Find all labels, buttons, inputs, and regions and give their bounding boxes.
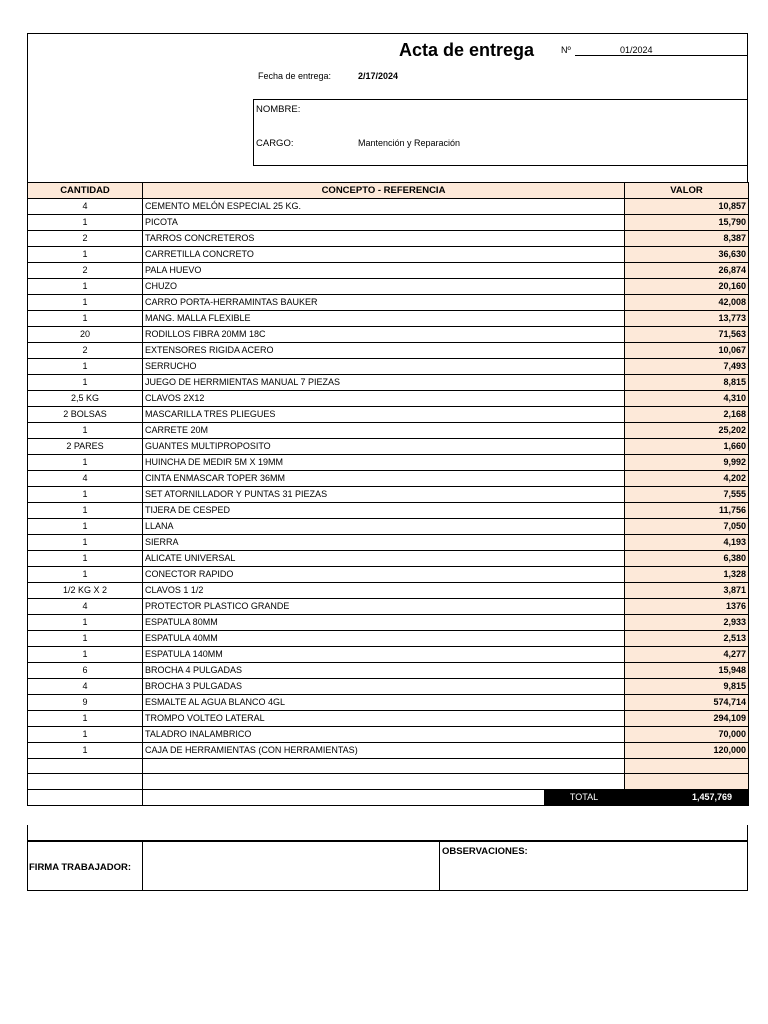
quantity-cell: 1 (28, 727, 143, 743)
quantity-cell: 1 (28, 487, 143, 503)
concept-cell: SET ATORNILLADOR Y PUNTAS 31 PIEZAS (143, 487, 625, 503)
quantity-cell: 1 (28, 375, 143, 391)
delivery-date-value: 2/17/2024 (358, 71, 399, 81)
document-title: Acta de entrega (399, 40, 535, 60)
value-cell: 8,815 (625, 375, 749, 391)
signature-divider (142, 842, 143, 890)
quantity-cell: 1 (28, 535, 143, 551)
concept-cell: TIJERA DE CESPED (143, 503, 625, 519)
table-row (28, 503, 749, 519)
signature-box (27, 841, 748, 891)
total-row (28, 789, 749, 805)
concept-cell: PROTECTOR PLASTICO GRANDE (143, 599, 625, 615)
table-row (28, 583, 749, 599)
value-cell: 4,202 (625, 471, 749, 487)
value-cell: 2,168 (625, 407, 749, 423)
concept-cell: ESPATULA 40MM (143, 631, 625, 647)
quantity-cell: 1/2 KG X 2 (28, 583, 143, 599)
value-cell: 120,000 (625, 743, 749, 759)
worker-info-box (253, 99, 748, 166)
concept-cell: HUINCHA DE MEDIR 5M X 19MM (143, 455, 625, 471)
value-cell: 294,109 (625, 711, 749, 727)
table-row (28, 663, 749, 679)
table-row (28, 679, 749, 695)
quantity-cell: 1 (28, 743, 143, 759)
concept-cell: ESMALTE AL AGUA BLANCO 4GL (143, 695, 625, 711)
value-cell: 4,277 (625, 647, 749, 663)
concept-cell: ALICATE UNIVERSAL (143, 551, 625, 567)
table-row (28, 295, 749, 311)
table-row (28, 311, 749, 327)
blank-row (28, 774, 749, 789)
value-cell: 71,563 (625, 327, 749, 343)
table-row (28, 615, 749, 631)
quantity-cell: 1 (28, 615, 143, 631)
concept-cell: SERRUCHO (143, 359, 625, 375)
concept-cell: BROCHA 3 PULGADAS (143, 679, 625, 695)
table-row (28, 743, 749, 759)
value-cell: 6,380 (625, 551, 749, 567)
concept-cell: GUANTES MULTIPROPOSITO (143, 439, 625, 455)
concept-cell: ESPATULA 140MM (143, 647, 625, 663)
header-spacer (27, 165, 748, 182)
total-value: 1,457,769 (625, 789, 749, 805)
value-cell: 4,193 (625, 535, 749, 551)
table-row (28, 375, 749, 391)
empty-cell (28, 774, 143, 789)
number-value: 01/2024 (620, 45, 653, 55)
value-cell: 7,493 (625, 359, 749, 375)
value-cell: 4,310 (625, 391, 749, 407)
number-underline (575, 55, 748, 56)
quantity-cell: 1 (28, 519, 143, 535)
position-value: Mantención y Reparación (358, 138, 461, 148)
observations-divider (439, 842, 440, 890)
concept-cell: CEMENTO MELÓN ESPECIAL 25 KG. (143, 199, 625, 215)
value-cell: 9,815 (625, 679, 749, 695)
concept-cell: JUEGO DE HERRMIENTAS MANUAL 7 PIEZAS (143, 375, 625, 391)
quantity-cell: 2 (28, 263, 143, 279)
value-cell: 574,714 (625, 695, 749, 711)
empty-cell (625, 759, 749, 774)
number-label: Nº (561, 45, 571, 55)
empty-cell (28, 759, 143, 774)
name-label: NOMBRE: (256, 104, 301, 115)
quantity-cell: 1 (28, 567, 143, 583)
quantity-cell: 2 (28, 343, 143, 359)
value-cell: 7,555 (625, 487, 749, 503)
table-row (28, 231, 749, 247)
table-row (28, 391, 749, 407)
concept-cell: CARRETILLA CONCRETO (143, 247, 625, 263)
value-cell: 26,874 (625, 263, 749, 279)
table-row (28, 711, 749, 727)
empty-cell (625, 774, 749, 789)
table-row (28, 439, 749, 455)
table-row (28, 471, 749, 487)
quantity-cell: 1 (28, 359, 143, 375)
blank-row (28, 759, 749, 774)
concept-cell: CARRETE 20M (143, 423, 625, 439)
column-header-concept: CONCEPTO - REFERENCIA (143, 183, 625, 199)
concept-cell: LLANA (143, 519, 625, 535)
table-row (28, 343, 749, 359)
concept-cell: MANG. MALLA FLEXIBLE (143, 311, 625, 327)
value-cell: 3,871 (625, 583, 749, 599)
quantity-cell: 1 (28, 311, 143, 327)
table-row (28, 247, 749, 263)
quantity-cell: 2 BOLSAS (28, 407, 143, 423)
table-row (28, 647, 749, 663)
concept-cell: EXTENSORES RIGIDA ACERO (143, 343, 625, 359)
value-cell: 36,630 (625, 247, 749, 263)
concept-cell: CHUZO (143, 279, 625, 295)
value-cell: 10,857 (625, 199, 749, 215)
position-label: CARGO: (256, 138, 294, 149)
quantity-cell: 1 (28, 455, 143, 471)
signature-spacer (27, 825, 748, 841)
quantity-cell: 1 (28, 279, 143, 295)
concept-cell: CARRO PORTA-HERRAMINTAS BAUKER (143, 295, 625, 311)
column-header-quantity: CANTIDAD (28, 183, 143, 199)
table-row (28, 215, 749, 231)
value-cell: 42,008 (625, 295, 749, 311)
concept-cell: CONECTOR RAPIDO (143, 567, 625, 583)
table-row (28, 407, 749, 423)
value-cell: 8,387 (625, 231, 749, 247)
empty-cell (28, 789, 143, 805)
quantity-cell: 2 (28, 231, 143, 247)
observations-label: OBSERVACIONES: (442, 846, 528, 857)
table-row (28, 551, 749, 567)
quantity-cell: 1 (28, 423, 143, 439)
quantity-cell: 1 (28, 215, 143, 231)
value-cell: 15,948 (625, 663, 749, 679)
value-cell: 10,067 (625, 343, 749, 359)
quantity-cell: 1 (28, 247, 143, 263)
concept-cell: TROMPO VOLTEO LATERAL (143, 711, 625, 727)
quantity-cell: 4 (28, 679, 143, 695)
value-cell: 2,513 (625, 631, 749, 647)
value-cell: 9,992 (625, 455, 749, 471)
value-cell: 70,000 (625, 727, 749, 743)
value-cell: 1,660 (625, 439, 749, 455)
value-cell: 7,050 (625, 519, 749, 535)
quantity-cell: 4 (28, 471, 143, 487)
concept-cell: SIERRA (143, 535, 625, 551)
table-row (28, 519, 749, 535)
delivery-date-label: Fecha de entrega: (258, 71, 332, 81)
table-header-row (28, 183, 749, 199)
quantity-cell: 6 (28, 663, 143, 679)
empty-cell (143, 759, 625, 774)
total-label: TOTAL (544, 790, 624, 805)
concept-cell: TALADRO INALAMBRICO (143, 727, 625, 743)
value-cell: 1376 (625, 599, 749, 615)
table-row (28, 359, 749, 375)
concept-cell: MASCARILLA TRES PLIEGUES (143, 407, 625, 423)
concept-cell: PICOTA (143, 215, 625, 231)
value-cell: 2,933 (625, 615, 749, 631)
table-row (28, 263, 749, 279)
concept-cell: BROCHA 4 PULGADAS (143, 663, 625, 679)
value-cell: 20,160 (625, 279, 749, 295)
quantity-cell: 4 (28, 599, 143, 615)
concept-cell: CAJA DE HERRAMIENTAS (CON HERRAMIENTAS) (143, 743, 625, 759)
concept-cell: CINTA ENMASCAR TOPER 36MM (143, 471, 625, 487)
concept-cell: TARROS CONCRETEROS (143, 231, 625, 247)
quantity-cell: 1 (28, 711, 143, 727)
table-row (28, 727, 749, 743)
concept-cell: CLAVOS 1 1/2 (143, 583, 625, 599)
concept-cell: ESPATULA 80MM (143, 615, 625, 631)
value-cell: 13,773 (625, 311, 749, 327)
total-label-cell (143, 789, 625, 805)
table-row (28, 423, 749, 439)
value-cell: 25,202 (625, 423, 749, 439)
quantity-cell: 1 (28, 647, 143, 663)
table-row (28, 695, 749, 711)
empty-cell (143, 774, 625, 789)
table-row (28, 199, 749, 215)
table-row (28, 327, 749, 343)
quantity-cell: 2 PARES (28, 439, 143, 455)
value-cell: 15,790 (625, 215, 749, 231)
quantity-cell: 1 (28, 503, 143, 519)
quantity-cell: 4 (28, 199, 143, 215)
quantity-cell: 20 (28, 327, 143, 343)
table-row (28, 599, 749, 615)
items-table (27, 182, 749, 806)
table-row (28, 631, 749, 647)
value-cell: 1,328 (625, 567, 749, 583)
concept-cell: RODILLOS FIBRA 20MM 18C (143, 327, 625, 343)
table-row (28, 455, 749, 471)
concept-cell: CLAVOS 2X12 (143, 391, 625, 407)
value-cell: 11,756 (625, 503, 749, 519)
concept-cell: PALA HUEVO (143, 263, 625, 279)
quantity-cell: 2,5 KG (28, 391, 143, 407)
column-header-value: VALOR (625, 183, 749, 199)
quantity-cell: 9 (28, 695, 143, 711)
table-row (28, 487, 749, 503)
quantity-cell: 1 (28, 631, 143, 647)
table-row (28, 535, 749, 551)
quantity-cell: 1 (28, 295, 143, 311)
worker-signature-label: FIRMA TRABAJADOR: (29, 862, 132, 873)
quantity-cell: 1 (28, 551, 143, 567)
table-row (28, 567, 749, 583)
table-row (28, 279, 749, 295)
